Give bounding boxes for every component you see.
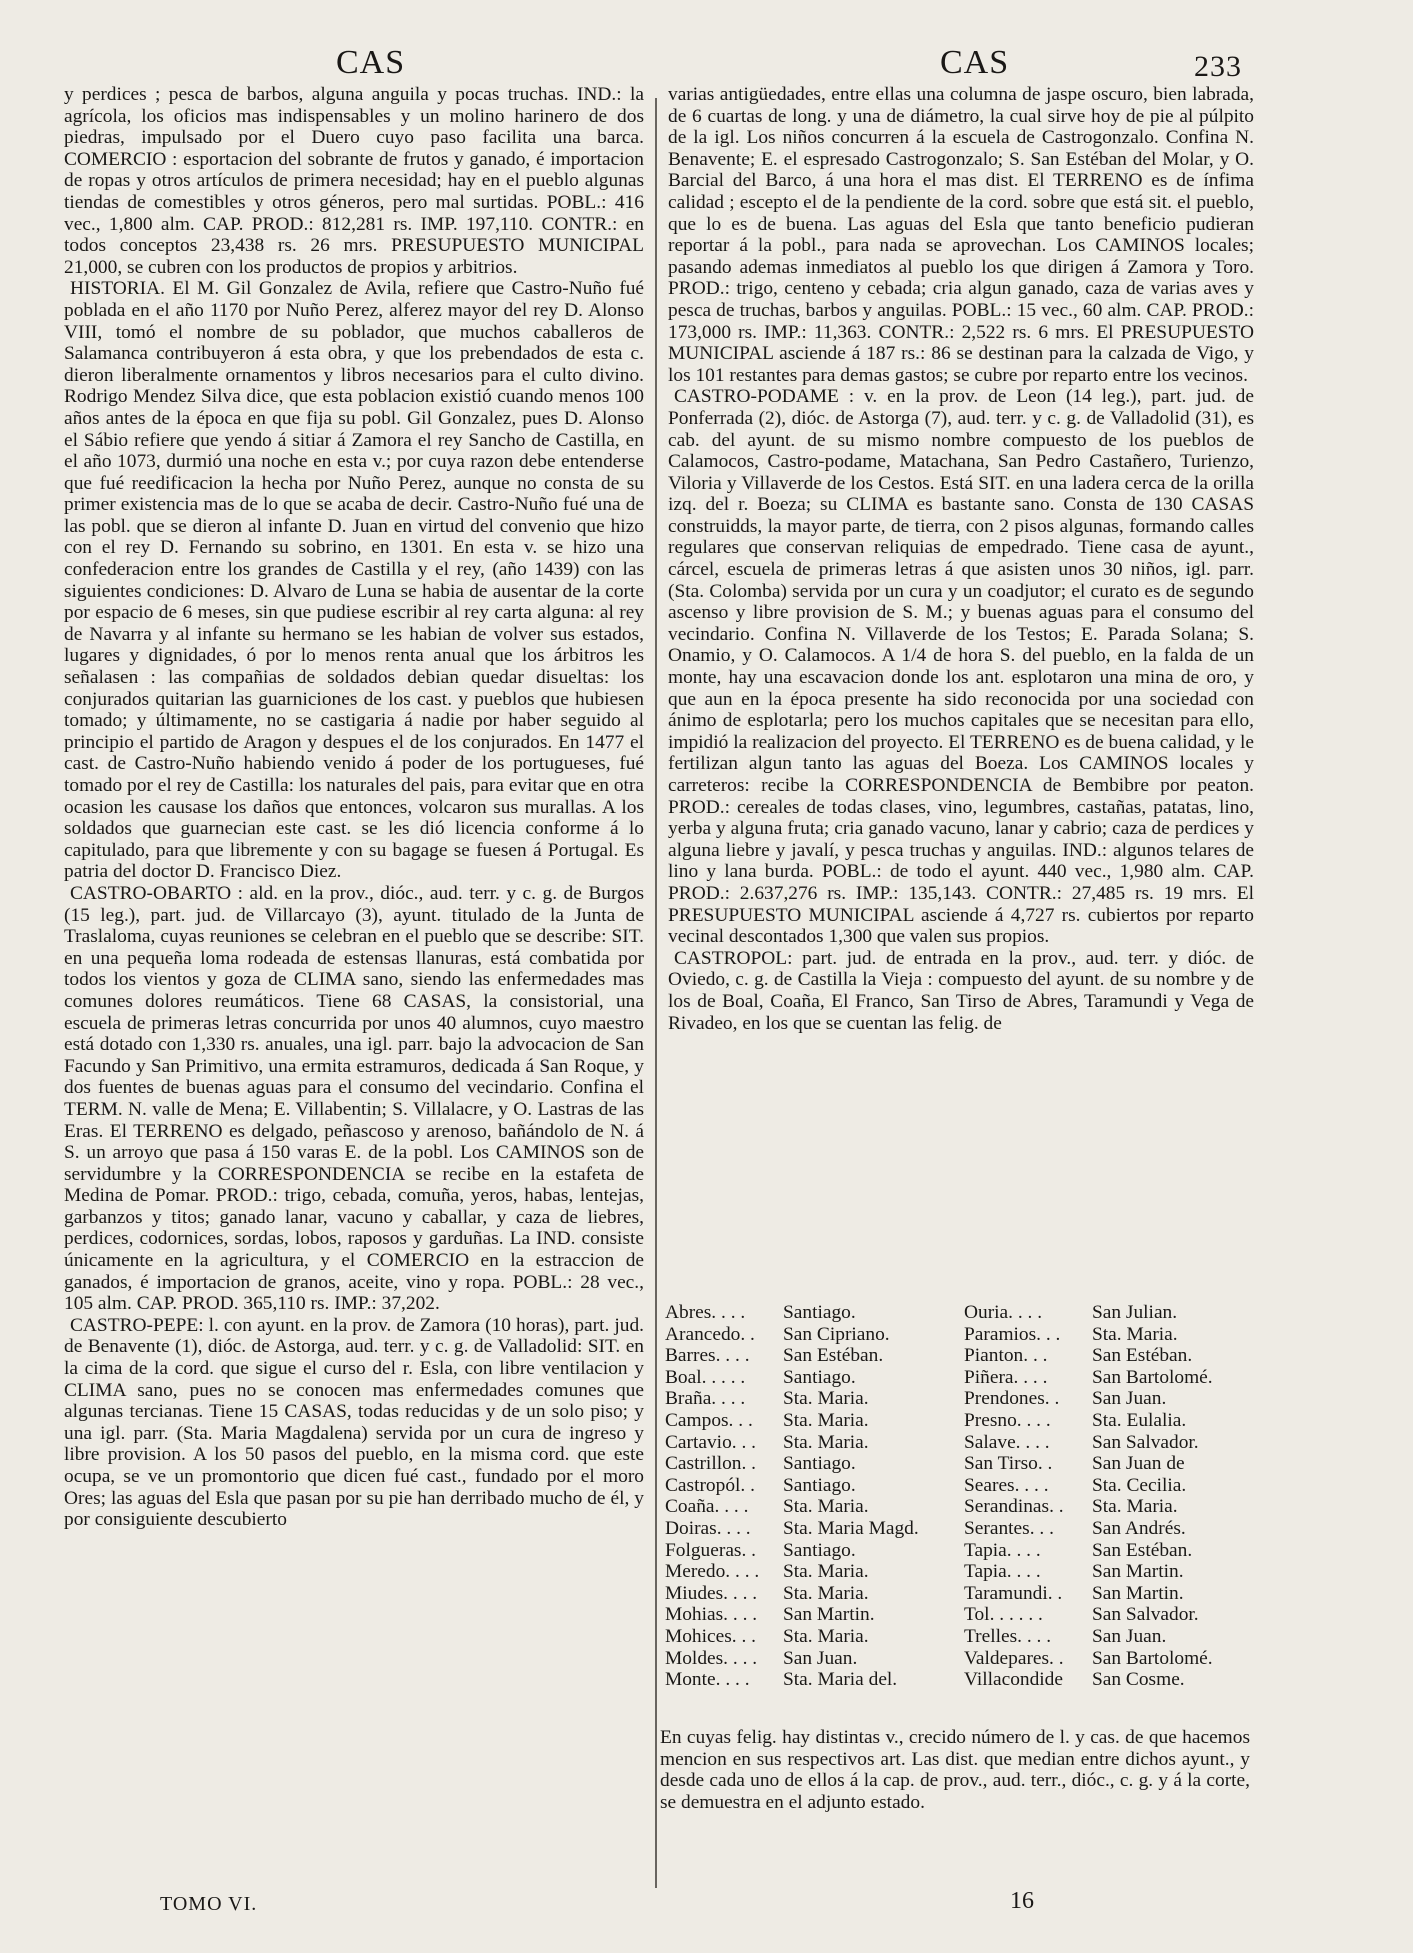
parish-place: Piñera. . . . xyxy=(964,1366,1048,1388)
parish-place: Villacondide xyxy=(964,1669,1063,1691)
volume-label: TOMO VI. xyxy=(160,1893,258,1915)
parish-saint: San Juan. xyxy=(1092,1625,1167,1647)
parish-saint: Sta. Eulalia. xyxy=(1092,1409,1187,1431)
parish-place: Valdepares. . xyxy=(964,1647,1064,1669)
parish-row xyxy=(964,1561,1264,1583)
parish-place: Tapia. . . . xyxy=(964,1539,1041,1561)
parish-saint: Santiago. xyxy=(783,1474,856,1496)
parish-row xyxy=(964,1475,1264,1497)
parish-saint: San Estéban. xyxy=(1092,1345,1193,1367)
parish-place: Paramios. . . xyxy=(964,1323,1061,1345)
parish-row xyxy=(964,1496,1264,1518)
parish-place: Prendones. . xyxy=(964,1388,1060,1410)
parish-place: Pianton. . . xyxy=(964,1345,1048,1367)
running-head-right: CAS xyxy=(940,44,1010,81)
parish-place: Trelles. . . . xyxy=(964,1625,1052,1647)
parish-saint: Santiago. xyxy=(783,1453,856,1475)
parish-saint: San Estéban. xyxy=(783,1345,884,1367)
parish-row xyxy=(964,1432,1264,1454)
column-divider xyxy=(655,98,657,1888)
parish-row xyxy=(665,1302,977,1324)
parish-saint: Santiago. xyxy=(783,1366,856,1388)
parish-row xyxy=(665,1475,977,1497)
parish-place: San Tirso. . xyxy=(964,1453,1053,1475)
parish-row xyxy=(665,1410,977,1432)
parish-saint: San Martin. xyxy=(783,1604,875,1626)
parish-saint: Sta. Maria. xyxy=(783,1625,869,1647)
parish-row xyxy=(964,1604,1264,1626)
entry-castro-podame: CASTRO-PODAME : v. en la prov. de Leon (14 leg.), part. jud. de Ponferrada (2), dióc. de Astorga (7), aud. terr. y c. g. de Valladolid (31), es cab. del ayunt. de su mismo nombre compuesto de los pueblos de Calamocos, Castro-podame, Matachana, San Pedro Castañero, Turienzo, Viloria y Villaverde de los Cestos. Está SIT. en una ladera cerca de la orilla izq. del r. Boeza; su CLIMA es bastante sano. Consta de 130 CASAS construidds, la mayor parte, de tierra, con 2 pisos algunas, formando calles regulares que conservan reliquias de empedrado. Tiene casa de ayunt., cárcel, escuela de primeras letras á que asisten unos 30 niños, igl. parr. (Sta. Colomba) servida por un cura y un coadjutor; el curato es de segundo ascenso y libre provision de S. M.; y buenas aguas para el consumo del vecindario. Confina N. Villaverde de los Testos; E. Parada Solana; S. Onamio, y O. Calamocos. A 1/4 de hora S. del pueblo, en la falda de un monte, hay una escavacion donde los ant. esplotaron una mina de oro, y que aun en la época presente ha sido reconocida por una sociedad con ánimo de esplotarla; pero los muchos capitales que se necesitan para ello, impidió la realizacion del proyecto. El TERRENO es de buena calidad, y le fertilizan algun tanto las aguas del Boeza. Los CAMINOS locales y carreteros: recibe la CORRESPONDENCIA de Bembibre por peaton. PROD.: cereales de todas clases, vino, legumbres, castañas, patatas, lino, yerba y alguna fruta; cria ganado vacuno, lanar y cabrio; caza de perdices y alguna liebre y javalí, y pesca truchas y anguilas. IND.: algunos telares de lino y lana burda. POBL.: de todo el ayunt. 440 vec., 1,980 alm. CAP. PROD.: 2.637,276 rs. IMP.: 135,143. CONTR.: 27,485 rs. 19 mrs. El PRESUPUESTO MUNICIPAL asciende á 4,727 rs. cubiertos por reparto vecinal descontados 1,300 que valen sus propios. xyxy=(668,386,1254,948)
parish-row xyxy=(964,1410,1264,1432)
parish-row xyxy=(964,1648,1264,1670)
parish-saint: Santiago. xyxy=(783,1539,856,1561)
parish-place: Tol. . . . . . xyxy=(964,1604,1043,1626)
parish-row xyxy=(665,1432,977,1454)
parish-place: Braña. . . . xyxy=(665,1388,746,1410)
parish-saint: Sta. Maria Magd. xyxy=(783,1517,919,1539)
parish-place: Folgueras. . xyxy=(665,1539,757,1561)
parish-place: Serantes. . . xyxy=(964,1517,1054,1539)
parish-place: Taramundi. . xyxy=(964,1582,1063,1604)
parish-row xyxy=(665,1604,977,1626)
entry-castro-pepe: CASTRO-PEPE: l. con ayunt. en la prov. de Zamora (10 horas), part. jud. de Benavente (1), dióc. de Astorga, aud. terr. y c. g. de Valladolid: SIT. en la cima de la cord. que sigue el curso del r. Esla, con libre ventilacion y CLIMA sano, pues no se conocen mas enfermedades comunes que algunas tercianas. Tiene 15 CASAS, todas reducidas y de un solo piso; y una igl. parr. (Sta. Maria Magdalena) servida por un cura de ingreso y libre provision. A los 50 pasos del pueblo, en la misma cord. que este ocupa, se ve un promontorio que dicen fué cast., fundado por el moro Ores; las aguas del Esla que pasan por su pie han derribado mucho de él, y por consiguiente descubierto xyxy=(64,1314,644,1531)
parish-list-right xyxy=(964,1302,1264,1691)
parish-place: Monte. . . . xyxy=(665,1669,750,1691)
parish-row xyxy=(665,1388,977,1410)
parish-row xyxy=(665,1561,977,1583)
parish-row xyxy=(665,1453,977,1475)
signature-mark: 16 xyxy=(1010,1888,1034,1914)
right-column xyxy=(668,84,1254,1319)
parish-saint: San Bartolomé. xyxy=(1092,1647,1213,1669)
parish-saint: Sta. Maria. xyxy=(783,1431,869,1453)
parish-saint: San Estéban. xyxy=(1092,1539,1193,1561)
parish-place: Miudes. . . . xyxy=(665,1582,758,1604)
parish-saint: San Salvador. xyxy=(1092,1604,1199,1626)
parish-row xyxy=(964,1626,1264,1648)
parish-place: Presno. . . . xyxy=(964,1409,1051,1431)
paragraph-castronuno-end: y perdices ; pesca de barbos, alguna anguila y pocas truchas. IND.: la agrícola, los oficios mas indispensables y un molino harinero de dos piedras, impulsado por el Duero cuyo paso facilita una barca. COMERCIO : esportacion del sobrante de frutos y ganado, é importacion de ropas y otros artículos de primera necesidad; hay en el pueblo algunas tiendas de comestibles y otros géneros, pero mal surtidas. POBL.: 416 vec., 1,800 alm. CAP. PROD.: 812,281 rs. IMP. 197,110. CONTR.: en todos conceptos 23,438 rs. 26 mrs. PRESUPUESTO MUNICIPAL 21,000, se cubren con los productos de propios y arbitrios. xyxy=(64,84,644,278)
parish-place: Abres. . . . xyxy=(665,1302,746,1323)
parish-saint: San Juan de xyxy=(1092,1453,1185,1475)
parish-row xyxy=(964,1324,1264,1346)
parish-place: Mohices. . . xyxy=(665,1625,757,1647)
parish-place: Coaña. . . . xyxy=(665,1496,749,1518)
parish-row xyxy=(964,1367,1264,1389)
parish-place: Tapia. . . . xyxy=(964,1561,1041,1583)
paragraph-historia: HISTORIA. El M. Gil Gonzalez de Avila, refiere que Castro-Nuño fué poblada en el año 1170 por Nuño Perez, alferez mayor del rey D. Alonso VIII, tomó el nombre de su poblador, que muchos caballeros de Salamanca contribuyeron á esta obra, y que los prebendados de esta c. dieron liberalmente ornamentos y libros necesarios para el culto divino. Rodrigo Mendez Silva dice, que esta poblacion existió cuando menos 100 años antes de la época en que fija su pobl. Gil Gonzalez, pues D. Alonso el Sábio refiere que yendo á sitiar á Zamora el rey Sancho de Castilla, en el año 1073, durmió una noche en esta v.; por cuya razon debe entenderse que fué reedificacion la hecha por Nuño Perez, aunque no consta de su primer existencia mas de lo que se acaba de decir. Castro-Nuño fué una de las pobl. que se dieron al infante D. Juan en virtud del convenio que hizo con el rey D. Fernando su sobrino, en 1301. En esta v. se hizo una confederacion entre los grandes de Castilla y el rey, (año 1439) con las siguientes condiciones: D. Alvaro de Luna se habia de ausentar de la corte por espacio de 6 meses, sin que pudiese escribir al rey carta alguna: al rey de Navarra y al infante su hermano se les habian de volver sus estados, lugares y dignidades, ó por lo menos renta anual que los árbitros les señalasen : las compañias de soldados debian quedar disueltas: los conjurados quitarian las guarniciones de los cast. y pueblos que hubiesen tomado; y últimamente, no se castigaria á nadie por haber seguido al principio el partido de Aragon y despues el de los conjurados. En 1477 el cast. de Castro-Nuño habiendo venido á poder de los portugueses, fué tomado por el rey de Castilla: los naturales del pais, para evitar que en otra ocasion les causase los daños que entonces, volcaron sus murallas. A los soldados que guarnecian este cast. se les dió licencia conforme á lo capitulado, para que libremente y con su bagage se fuesen á Portugal. Es patria del doctor D. Francisco Diez. xyxy=(64,278,644,883)
parish-row xyxy=(964,1388,1264,1410)
parish-saint: San Cosme. xyxy=(1092,1669,1185,1691)
parish-saint: Sta. Maria del. xyxy=(783,1669,898,1691)
parish-place: Arancedo. . xyxy=(665,1323,755,1345)
parish-row xyxy=(964,1453,1264,1475)
parish-saint: Sta. Maria. xyxy=(783,1582,869,1604)
parish-place: Doiras. . . . xyxy=(665,1517,751,1539)
parish-row xyxy=(665,1367,977,1389)
parish-place: Moldes. . . . xyxy=(665,1647,758,1669)
parish-saint: Sta. Cecilia. xyxy=(1092,1474,1187,1496)
parish-saint: San Juan. xyxy=(1092,1388,1167,1410)
parish-saint: Sta. Maria. xyxy=(1092,1496,1178,1518)
parish-row xyxy=(665,1648,977,1670)
parish-row xyxy=(665,1583,977,1605)
parish-row xyxy=(964,1669,1264,1691)
parish-saint: Sta. Maria. xyxy=(783,1409,869,1431)
parish-row xyxy=(665,1496,977,1518)
parish-row xyxy=(964,1302,1264,1324)
parish-row xyxy=(665,1345,977,1367)
parish-saint: San Juan. xyxy=(783,1647,858,1669)
page-number: 233 xyxy=(1194,50,1242,83)
parish-row xyxy=(665,1626,977,1648)
parish-saint: San Martin. xyxy=(1092,1561,1184,1583)
parish-place: Castropól. . xyxy=(665,1474,755,1496)
parish-row xyxy=(665,1324,977,1346)
parish-row xyxy=(665,1518,977,1540)
entry-castropol: CASTROPOL: part. jud. de entrada en la prov., aud. terr. y dióc. de Oviedo, c. g. de Castilla la Vieja : compuesto del ayunt. de su nombre y de los de Boal, Coaña, El Franco, San Tirso de Abres, Taramundi y Vega de Rivadeo, en los que se cuentan las felig. de xyxy=(668,947,1254,1034)
parish-place: Seares. . . . xyxy=(964,1474,1049,1496)
running-head-left: CAS xyxy=(336,44,406,81)
parish-row xyxy=(665,1669,977,1691)
parish-saint: Santiago. xyxy=(783,1302,856,1323)
parish-place: Serandinas. . xyxy=(964,1496,1064,1518)
parish-saint: San Salvador. xyxy=(1092,1431,1199,1453)
parish-place: Meredo. . . . xyxy=(665,1561,760,1583)
parish-place: Campos. . . xyxy=(665,1409,753,1431)
parish-saint: San Andrés. xyxy=(1092,1517,1186,1539)
parish-row xyxy=(964,1540,1264,1562)
parish-saint: Sta. Maria. xyxy=(783,1496,869,1518)
left-column xyxy=(64,84,644,1854)
parish-row xyxy=(665,1540,977,1562)
parish-place: Cartavio. . . xyxy=(665,1431,757,1453)
parish-place: Barres. . . . xyxy=(665,1345,750,1367)
parish-place: Boal. . . . . xyxy=(665,1366,746,1388)
parish-saint: San Martin. xyxy=(1092,1582,1184,1604)
paragraph-castro-pepe-cont: varias antigüedades, entre ellas una columna de jaspe oscuro, bien labrada, de 6 cuartas de long. y una de diámetro, la cual sirve hoy de pie al púlpito de la igl. Los niños concurren á la escuela de Castrogonzalo. Confina N. Benavente; E. el espresado Castrogonzalo; S. San Estéban del Molar, y O. Barcial del Barco, á una hora el mas dist. El TERRENO es de ínfima calidad ; escepto el de la pendiente de la cord. sobre que está sit. el pueblo, que lo es de buena. Las aguas del Esla que tanto beneficio pudieran reportar á la pobl., para nada se aprovechan. Los CAMINOS locales; pasando ademas inmediatos al pueblo los que dirigen á Zamora y Toro. PROD.: trigo, centeno y cebada; cria algun ganado, caza de varias aves y pesca de truchas, barbos y anguilas. POBL.: 15 vec., 60 alm. CAP. PROD.: 173,000 rs. IMP.: 11,363. CONTR.: 2,522 rs. 6 mrs. El PRESUPUESTO MUNICIPAL asciende á 187 rs.: 86 se destinan para la calzada de Vigo, y los 101 restantes para demas gastos; se cubre por reparto entre los vecinos. xyxy=(668,84,1254,386)
parish-saint: Sta. Maria. xyxy=(1092,1323,1178,1345)
entry-castro-obarto: CASTRO-OBARTO : ald. en la prov., dióc., aud. terr. y c. g. de Burgos (15 leg.), part. jud. de Villarcayo (3), ayunt. titulado de la Junta de Traslaloma, cuyas reuniones se celebran en el pueblo que se describe: SIT. en una pequeña loma rodeada de estensas llanuras, está combatida por todos los vientos y goza de CLIMA sano, siendo las enfermedades mas comunes dolores reumáticos. Tiene 68 CASAS, la consistorial, una escuela de primeras letras concurrida por unos 40 alumnos, cuyo maestro está dotado con 1,330 rs. anuales, una igl. parr. bajo la advocacion de San Facundo y San Primitivo, una ermita estramuros, dedicada á San Roque, y dos fuentes de buenas aguas para el consumo del vecindario. Confina el TERM. N. valle de Mena; E. Villabentin; S. Villalacre, y O. Lastras de las Eras. El TERRENO es delgado, peñascoso y arenoso, bañándolo de N. á S. un arroyo que pasa á 150 varas E. de la pobl. Los CAMINOS son de servidumbre y la CORRESPONDENCIA se recibe en la estafeta de Medina de Pomar. PROD.: trigo, cebada, comuña, yeros, habas, lentejas, garbanzos y titos; ganado lanar, vacuno y caballar, y caza de liebres, perdices, codornices, sordas, lobos, raposos y garduñas. La IND. consiste únicamente en la agricultura, y el COMERCIO en la estraccion de ganados, é importacion de granos, aceite, vino y ropa. POBL.: 28 vec., 105 alm. CAP. PROD. 365,110 rs. IMP.: 37,202. xyxy=(64,882,644,1315)
parish-place: Ouria. . . . xyxy=(964,1302,1043,1323)
parish-place: Castrillon. . xyxy=(665,1453,757,1475)
parish-place: Salave. . . . xyxy=(964,1431,1050,1453)
parish-row xyxy=(964,1345,1264,1367)
parish-saint: San Julian. xyxy=(1092,1302,1178,1323)
parish-saint: Sta. Maria. xyxy=(783,1561,869,1583)
closing-paragraph: En cuyas felig. hay distintas v., crecido número de l. y cas. de que hacemos mencion en sus respectivos art. Las dist. que median entre dichos ayunt., y desde cada uno de ellos á la cap. de prov., aud. terr., dióc., c. g. y á la corte, se demuestra en el adjunto estado. xyxy=(660,1727,1250,1813)
parish-row xyxy=(964,1518,1264,1540)
parish-saint: Sta. Maria. xyxy=(783,1388,869,1410)
parish-list-left xyxy=(665,1302,977,1691)
parish-saint: San Bartolomé. xyxy=(1092,1366,1213,1388)
parish-row xyxy=(964,1583,1264,1605)
parish-saint: San Cipriano. xyxy=(783,1323,890,1345)
parish-place: Mohias. . . . xyxy=(665,1604,758,1626)
